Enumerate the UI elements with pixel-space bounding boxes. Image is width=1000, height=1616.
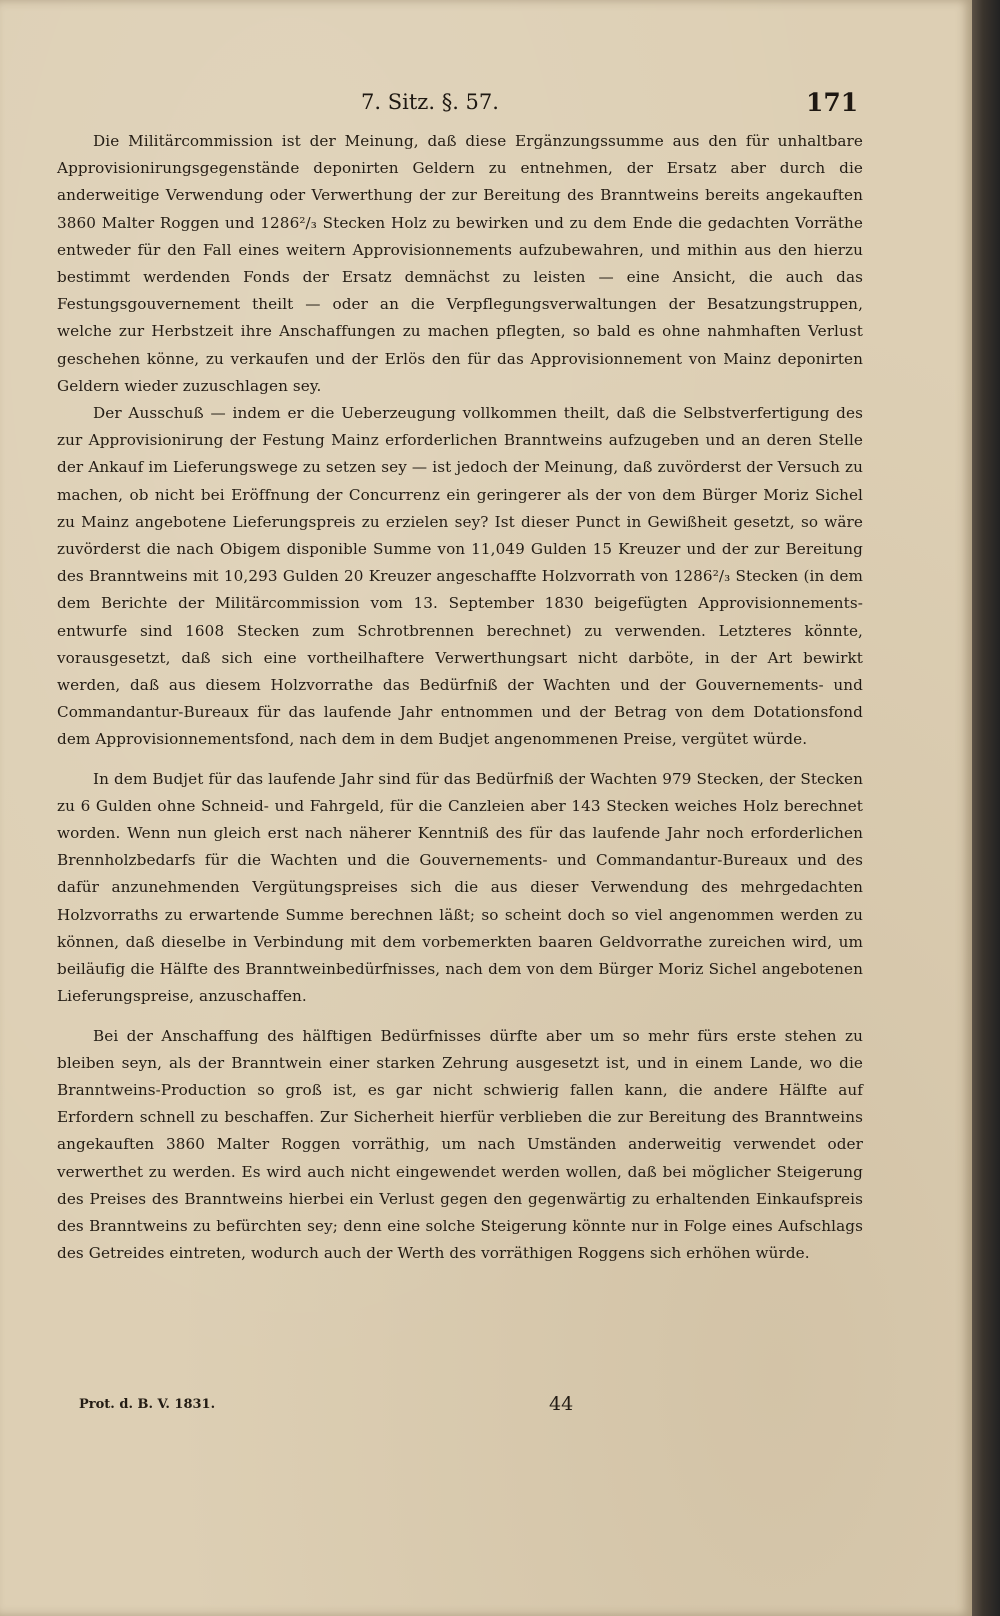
source-note: Prot. d. B. V. 1831.	[79, 1397, 216, 1412]
signature-mark: 44	[549, 1393, 574, 1415]
body-text	[57, 128, 863, 1267]
page-number: 171	[806, 88, 859, 117]
scan-edge	[972, 0, 1000, 1616]
paragraph: In dem Budjet für das laufende Jahr sind für das Bedürfniß der Wachten 979 Stecken, der Stecken zu 6 Gulden ohne Schneid- und Fahrgeld, für die Canzleien aber 143 Stecken weiches Holz berechnet worden. Wenn nun gleich erst nach näherer Kenntniß des für das laufende Jahr noch erforderlichen Brennholzbedarfs für die Wachten und die Gouvernements- und Commandantur-Bureaux und des dafür anzunehmenden Vergütungspreises sich die aus dieser Verwendung des mehrgedachten Holzvorraths zu erwartende Summe berechnen läßt; so scheint doch so viel angenommen werden zu können, daß dieselbe in Verbindung mit dem vorbemerkten baaren Geldvorrathe zureichen wird, um beiläufig die Hälfte des Branntweinbedürfnisses, nach dem von dem Bürger Moriz Sichel angebotenen Lieferungspreise, anzuschaffen.	[57, 769, 863, 1006]
page-footer	[0, 1395, 972, 1425]
page-header	[0, 86, 972, 126]
paragraph: Die Militärcommission ist der Meinung, daß diese Ergänzungssumme aus den für unhaltbare Approvisionirungsgegenstände deponirten Geldern zu entnehmen, der Ersatz aber durch die anderweitige Verwendung oder Verwerthung der zur Bereitung des Branntweins bereits angekauften 3860 Malter Roggen und 1286²/₃ Stecken Holz zu bewirken und zu dem Ende die gedachten Vorräthe entweder für den Fall eines weitern Approvisionnements aufzubewahren, und mithin aus den hierzu bestimmt werdenden Fonds der Ersatz demnächst zu leisten — eine Ansicht, die auch das Festungsgouvernement theilt — oder an die Verpflegungsverwaltungen der Besatzungstruppen, welche zur Herbstzeit ihre Anschaffungen zu machen pflegten, so bald es ohne nahmhaften Verlust geschehen könne, zu verkaufen und der Erlös den für das Approvisionnement von Mainz deponirten Geldern wieder zuzuschlagen sey.	[57, 132, 863, 395]
paragraph: Bei der Anschaffung des hälftigen Bedürfnisses dürfte aber um so mehr fürs erste stehen zu bleiben seyn, als der Branntwein einer starken Zehrung ausgesetzt ist, und in einem Lande, wo die Branntweins-Production so groß ist, es gar nicht schwierig fallen kann, die andere Hälfte auf Erfordern schnell zu beschaffen. Zur Sicherheit hierfür verblieben die zur Bereitung des Branntweins angekauften 3860 Malter Roggen vorräthig, um nach Umständen anderweitig verwendet oder verwerthet zu werden. Es wird auch nicht eingewendet werden wollen, daß bei möglicher Steigerung des Preises des Branntweins hierbei ein Verlust gegen den gegenwärtig zu erhaltenden Einkaufspreis des Branntweins zu befürchten sey; denn eine solche Steigerung könnte nur in Folge eines Aufschlags des Getreides eintreten, wodurch auch der Werth des vorräthigen Roggens sich erhöhen würde.	[57, 1026, 863, 1263]
running-title: 7. Sitz. §. 57.	[361, 90, 499, 114]
paragraph: Der Ausschuß — indem er die Ueberzeugung vollkommen theilt, daß die Selbstverfertigung des zur Approvisionirung der Festung Mainz erforderlichen Branntweins aufzugeben und an deren Stelle der Ankauf im Lieferungswege zu setzen sey — ist jedoch der Meinung, daß zuvörderst der Versuch zu machen, ob nicht bei Eröffnung der Concurrenz ein geringerer als der von dem Bürger Moriz Sichel zu Mainz angebotene Lieferungspreis zu erzielen sey? Ist dieser Punct in Gewißheit gesetzt, so wäre zuvörderst die nach Obigem disponible Summe von 11,049 Gulden 15 Kreuzer und der zur Bereitung des Branntweins mit 10,293 Gulden 20 Kreuzer angeschaffte Holzvorrath von 1286²/₃ Stecken (in dem dem Berichte der Militärcommission vom 13. September 1830 beigefügten Approvisionnements-entwurfe sind 1608 Stecken zum Schrotbrennen berechnet) zu verwenden. Letzteres könnte, vorausgesetzt, daß sich eine vortheilhaftere Verwerthungsart nicht darböte, in der Art bewirkt werden, daß aus diesem Holzvorrathe das Bedürfniß der Wachten und der Gouvernements- und Commandantur-Bureaux für das laufende Jahr entnommen und der Betrag von dem Dotationsfond dem Approvisionnementsfond, nach dem in dem Budjet angenommenen Preise, vergütet würde.	[57, 404, 863, 749]
